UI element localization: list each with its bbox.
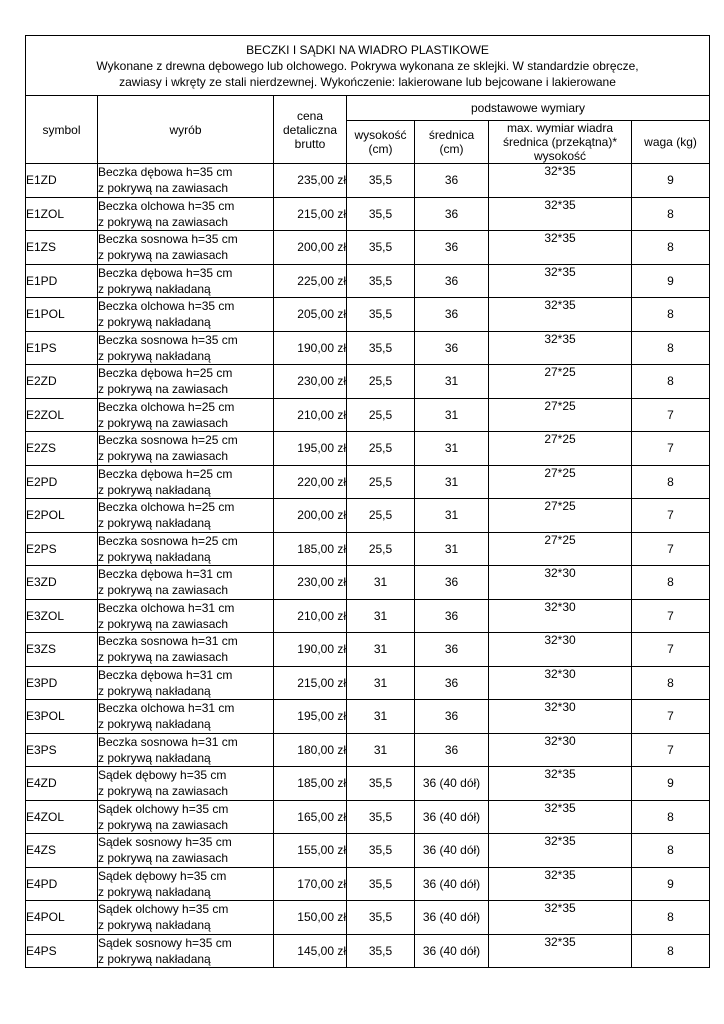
cell-symbol: E1POL (26, 298, 98, 332)
cell-symbol: E4POL (26, 901, 98, 935)
cell-diameter: 36 (415, 566, 489, 600)
table-row (26, 331, 710, 365)
cell-diameter: 31 (415, 532, 489, 566)
header-bucket-line-2: średnica (przekątna)* (502, 135, 618, 149)
cell-diameter: 31 (415, 499, 489, 533)
table-row (26, 599, 710, 633)
product-lid-type: z pokrywą na zawiasach (98, 248, 229, 262)
product-name: Beczka dębowa h=31 cm (98, 567, 233, 581)
cell-price: 235,00 zł (274, 164, 347, 198)
product-name: Beczka dębowa h=31 cm (98, 667, 233, 682)
cell-diameter: 36 (415, 599, 489, 633)
cell-product (98, 901, 274, 935)
cell-diameter: 36 (415, 298, 489, 332)
cell-bucket-size: 32*30 (489, 599, 632, 633)
cell-symbol: E1ZS (26, 231, 98, 265)
cell-price: 220,00 zł (274, 465, 347, 499)
cell-diameter: 36 (40 dół) (415, 800, 489, 834)
product-name: Beczka dębowa h=35 cm (98, 165, 233, 179)
cell-diameter: 31 (415, 465, 489, 499)
cell-product (98, 599, 274, 633)
cell-symbol: E3PS (26, 733, 98, 767)
product-lid-type: z pokrywą nakładaną (98, 951, 211, 966)
cell-weight: 8 (632, 231, 710, 265)
price-table (25, 35, 710, 968)
product-name: Beczka dębowa h=35 cm (98, 265, 233, 280)
product-lid-type: z pokrywą nakładaną (98, 683, 211, 698)
cell-diameter: 36 (40 dół) (415, 834, 489, 868)
table-row (26, 934, 710, 968)
product-lid-type: z pokrywą nakładaną (98, 281, 211, 296)
cell-weight: 9 (632, 767, 710, 801)
product-name: Beczka olchowa h=31 cm (98, 600, 235, 615)
cell-height: 35,5 (347, 197, 415, 231)
product-lid-type: z pokrywą nakładaną (98, 482, 211, 497)
header-bucket-size (489, 121, 632, 164)
table-row (26, 633, 710, 667)
cell-height: 35,5 (347, 867, 415, 901)
product-name: Sądek olchowy h=35 cm (98, 801, 229, 816)
cell-height: 35,5 (347, 164, 415, 198)
cell-weight: 8 (632, 365, 710, 399)
cell-bucket-size: 27*25 (489, 432, 632, 466)
cell-symbol: E4ZS (26, 834, 98, 868)
table-row (26, 365, 710, 399)
header-height (347, 121, 415, 164)
cell-weight: 9 (632, 867, 710, 901)
product-name: Beczka olchowa h=25 cm (98, 500, 235, 514)
cell-symbol: E3POL (26, 700, 98, 734)
cell-height: 35,5 (347, 331, 415, 365)
cell-product (98, 465, 274, 499)
cell-price: 210,00 zł (274, 398, 347, 432)
cell-height: 25,5 (347, 398, 415, 432)
table-row (26, 867, 710, 901)
cell-height: 31 (347, 633, 415, 667)
cell-height: 31 (347, 700, 415, 734)
cell-weight: 8 (632, 465, 710, 499)
cell-diameter: 36 (40 dół) (415, 901, 489, 935)
table-row (26, 733, 710, 767)
cell-product (98, 700, 274, 734)
header-bucket-line-3: wysokość (533, 149, 586, 163)
product-lid-type: z pokrywą nakładaną (98, 717, 211, 731)
cell-weight: 8 (632, 934, 710, 968)
product-lid-type: z pokrywą na zawiasach (98, 449, 229, 463)
product-name: Sądek sosnowy h=35 cm (98, 935, 232, 950)
cell-height: 35,5 (347, 934, 415, 968)
cell-bucket-size: 32*30 (489, 700, 632, 734)
cell-symbol: E3ZD (26, 566, 98, 600)
cell-bucket-size: 27*25 (489, 532, 632, 566)
table-row (26, 666, 710, 700)
cell-height: 25,5 (347, 499, 415, 533)
cell-diameter: 36 (415, 331, 489, 365)
cell-symbol: E4PD (26, 867, 98, 901)
cell-symbol: E4ZD (26, 767, 98, 801)
cell-product (98, 733, 274, 767)
table-row (26, 499, 710, 533)
cell-symbol: E1ZOL (26, 197, 98, 231)
cell-product (98, 331, 274, 365)
cell-price: 195,00 zł (274, 432, 347, 466)
header-price-line-1: cena (296, 108, 324, 123)
cell-product (98, 499, 274, 533)
cell-symbol: E2PD (26, 465, 98, 499)
cell-price: 170,00 zł (274, 867, 347, 901)
header-bucket-line-1: max. wymiar wiadra (506, 121, 614, 135)
product-lid-type: z pokrywą na zawiasach (98, 817, 229, 832)
cell-diameter: 36 (40 dół) (415, 867, 489, 901)
cell-height: 31 (347, 566, 415, 600)
cell-diameter: 36 (415, 666, 489, 700)
cell-price: 185,00 zł (274, 767, 347, 801)
table-row (26, 834, 710, 868)
cell-product (98, 934, 274, 968)
product-lid-type: z pokrywą na zawiasach (98, 382, 229, 396)
table-row (26, 465, 710, 499)
cell-weight: 8 (632, 298, 710, 332)
product-lid-type: z pokrywą nakładaną (98, 884, 211, 899)
cell-product (98, 432, 274, 466)
product-name: Beczka sosnowa h=31 cm (98, 734, 238, 749)
header-dimensions-group: podstawowe wymiary (347, 96, 710, 121)
cell-height: 25,5 (347, 432, 415, 466)
product-name: Beczka olchowa h=35 cm (98, 198, 235, 213)
product-lid-type: z pokrywą nakładaną (98, 750, 211, 765)
cell-diameter: 31 (415, 432, 489, 466)
cell-diameter: 36 (415, 700, 489, 734)
cell-bucket-size: 32*30 (489, 733, 632, 767)
product-name: Sądek sosnowy h=35 cm (98, 835, 232, 849)
cell-diameter: 31 (415, 365, 489, 399)
cell-weight: 7 (632, 398, 710, 432)
product-name: Beczka sosnowa h=25 cm (98, 433, 238, 447)
product-lid-type: z pokrywą na zawiasach (98, 851, 229, 865)
cell-price: 230,00 zł (274, 566, 347, 600)
cell-bucket-size: 27*25 (489, 398, 632, 432)
cell-height: 25,5 (347, 465, 415, 499)
cell-bucket-size: 32*35 (489, 867, 632, 901)
header-diameter-line-2: (cm) (439, 142, 464, 156)
cell-product (98, 164, 274, 198)
cell-price: 195,00 zł (274, 700, 347, 734)
product-name: Beczka dębowa h=25 cm (98, 466, 233, 481)
cell-product (98, 197, 274, 231)
cell-product (98, 867, 274, 901)
table-row (26, 566, 710, 600)
cell-price: 155,00 zł (274, 834, 347, 868)
table-row (26, 901, 710, 935)
header-product: wyrób (98, 96, 274, 164)
cell-weight: 9 (632, 264, 710, 298)
cell-bucket-size: 32*30 (489, 666, 632, 700)
product-lid-type: z pokrywą na zawiasach (98, 616, 229, 631)
cell-diameter: 36 (415, 264, 489, 298)
table-description-line-2: zawiasy i wkręty ze stali nierdzewnej. Wykończenie: lakierowane lub bejcowane i lakierowane (119, 74, 616, 89)
cell-diameter: 36 (40 dół) (415, 934, 489, 968)
product-name: Sądek dębowy h=35 cm (98, 768, 227, 782)
cell-weight: 7 (632, 532, 710, 566)
table-row (26, 298, 710, 332)
cell-price: 215,00 zł (274, 197, 347, 231)
header-price (274, 96, 347, 164)
cell-height: 35,5 (347, 264, 415, 298)
product-name: Sądek dębowy h=35 cm (98, 868, 227, 883)
cell-bucket-size: 32*30 (489, 566, 632, 600)
cell-weight: 7 (632, 733, 710, 767)
cell-price: 215,00 zł (274, 666, 347, 700)
cell-price: 150,00 zł (274, 901, 347, 935)
cell-weight: 8 (632, 331, 710, 365)
cell-product (98, 298, 274, 332)
cell-diameter: 36 (415, 197, 489, 231)
cell-symbol: E4PS (26, 934, 98, 968)
cell-weight: 7 (632, 633, 710, 667)
cell-bucket-size: 32*35 (489, 767, 632, 801)
header-diameter-line-1: średnica (428, 128, 475, 142)
product-lid-type: z pokrywą nakładaną (98, 516, 211, 530)
cell-price: 200,00 zł (274, 231, 347, 265)
cell-symbol: E1ZD (26, 164, 98, 198)
header-height-line-2: (cm) (368, 142, 393, 156)
cell-symbol: E2POL (26, 499, 98, 533)
cell-price: 180,00 zł (274, 733, 347, 767)
table-row (26, 767, 710, 801)
cell-bucket-size: 32*35 (489, 800, 632, 834)
cell-price: 205,00 zł (274, 298, 347, 332)
product-name: Beczka sosnowa h=35 cm (98, 332, 238, 347)
cell-price: 225,00 zł (274, 264, 347, 298)
table-row (26, 700, 710, 734)
header-diameter (415, 121, 489, 164)
cell-bucket-size: 32*35 (489, 298, 632, 332)
product-lid-type: z pokrywą na zawiasach (98, 181, 229, 195)
cell-weight: 8 (632, 800, 710, 834)
table-row (26, 532, 710, 566)
product-lid-type: z pokrywą na zawiasach (98, 415, 229, 430)
cell-price: 230,00 zł (274, 365, 347, 399)
cell-symbol: E2ZS (26, 432, 98, 466)
cell-bucket-size: 32*35 (489, 331, 632, 365)
cell-bucket-size: 27*25 (489, 365, 632, 399)
cell-weight: 7 (632, 499, 710, 533)
product-name: Beczka sosnowa h=25 cm (98, 533, 238, 548)
cell-product (98, 834, 274, 868)
cell-bucket-size: 32*35 (489, 197, 632, 231)
cell-height: 31 (347, 599, 415, 633)
cell-symbol: E1PD (26, 264, 98, 298)
cell-weight: 8 (632, 666, 710, 700)
cell-bucket-size: 32*35 (489, 934, 632, 968)
cell-symbol: E3ZS (26, 633, 98, 667)
cell-product (98, 566, 274, 600)
table-row (26, 264, 710, 298)
cell-symbol: E2ZD (26, 365, 98, 399)
cell-weight: 8 (632, 566, 710, 600)
product-lid-type: z pokrywą nakładaną (98, 315, 211, 329)
cell-price: 200,00 zł (274, 499, 347, 533)
cell-product (98, 767, 274, 801)
product-name: Beczka olchowa h=35 cm (98, 299, 235, 313)
cell-height: 35,5 (347, 767, 415, 801)
cell-height: 31 (347, 666, 415, 700)
cell-product (98, 800, 274, 834)
cell-height: 35,5 (347, 901, 415, 935)
cell-weight: 7 (632, 700, 710, 734)
product-lid-type: z pokrywą nakładaną (98, 918, 211, 932)
cell-weight: 8 (632, 834, 710, 868)
cell-price: 190,00 zł (274, 331, 347, 365)
cell-product (98, 633, 274, 667)
header-weight: waga (kg) (632, 121, 710, 164)
product-lid-type: z pokrywą na zawiasach (98, 583, 229, 597)
cell-height: 35,5 (347, 800, 415, 834)
cell-weight: 9 (632, 164, 710, 198)
cell-bucket-size: 32*30 (489, 633, 632, 667)
product-name: Beczka sosnowa h=31 cm (98, 634, 238, 648)
table-description-line-1: Wykonane z drewna dębowego lub olchowego. Pokrywa wykonana ze sklejki. W standardzie obręcze, (96, 58, 639, 73)
table-row (26, 432, 710, 466)
cell-symbol: E3PD (26, 666, 98, 700)
product-name: Beczka sosnowa h=35 cm (98, 232, 238, 246)
cell-diameter: 31 (415, 398, 489, 432)
cell-diameter: 36 (415, 633, 489, 667)
cell-height: 31 (347, 733, 415, 767)
cell-product (98, 365, 274, 399)
table-row (26, 197, 710, 231)
product-lid-type: z pokrywą na zawiasach (98, 784, 229, 798)
header-height-line-1: wysokość (354, 128, 407, 142)
cell-product (98, 398, 274, 432)
header-price-line-3: brutto (294, 136, 326, 151)
cell-price: 190,00 zł (274, 633, 347, 667)
cell-symbol: E4ZOL (26, 800, 98, 834)
product-lid-type: z pokrywą na zawiasach (98, 214, 229, 229)
cell-bucket-size: 32*35 (489, 901, 632, 935)
table-row (26, 398, 710, 432)
cell-product (98, 532, 274, 566)
cell-weight: 7 (632, 432, 710, 466)
cell-weight: 8 (632, 197, 710, 231)
product-name: Beczka olchowa h=25 cm (98, 399, 235, 414)
product-name: Beczka olchowa h=31 cm (98, 701, 235, 715)
product-lid-type: z pokrywą nakładaną (98, 348, 211, 363)
cell-price: 165,00 zł (274, 800, 347, 834)
cell-diameter: 36 (415, 733, 489, 767)
product-lid-type: z pokrywą nakładaną (98, 549, 211, 564)
cell-height: 35,5 (347, 298, 415, 332)
cell-height: 25,5 (347, 532, 415, 566)
header-price-line-2: detaliczna (282, 122, 338, 137)
table-row (26, 231, 710, 265)
cell-symbol: E3ZOL (26, 599, 98, 633)
cell-height: 35,5 (347, 231, 415, 265)
cell-diameter: 36 (415, 164, 489, 198)
cell-bucket-size: 32*35 (489, 164, 632, 198)
cell-product (98, 264, 274, 298)
cell-price: 185,00 zł (274, 532, 347, 566)
cell-symbol: E2PS (26, 532, 98, 566)
cell-diameter: 36 (40 dół) (415, 767, 489, 801)
cell-height: 25,5 (347, 365, 415, 399)
cell-weight: 8 (632, 901, 710, 935)
cell-height: 35,5 (347, 834, 415, 868)
cell-diameter: 36 (415, 231, 489, 265)
cell-price: 145,00 zł (274, 934, 347, 968)
cell-symbol: E1PS (26, 331, 98, 365)
cell-product (98, 666, 274, 700)
table-row (26, 800, 710, 834)
product-name: Sądek olchowy h=35 cm (98, 902, 229, 916)
cell-weight: 7 (632, 599, 710, 633)
cell-bucket-size: 32*35 (489, 231, 632, 265)
product-name: Beczka dębowa h=25 cm (98, 366, 233, 380)
cell-price: 210,00 zł (274, 599, 347, 633)
cell-symbol: E2ZOL (26, 398, 98, 432)
cell-bucket-size: 32*35 (489, 264, 632, 298)
header-symbol: symbol (26, 96, 98, 164)
table-row (26, 164, 710, 198)
cell-bucket-size: 32*35 (489, 834, 632, 868)
cell-bucket-size: 27*25 (489, 465, 632, 499)
table-title-cell (26, 36, 710, 96)
table-title: BECZKI I SĄDKI NA WIADRO PLASTIKOWE (246, 42, 489, 57)
cell-bucket-size: 27*25 (489, 499, 632, 533)
cell-product (98, 231, 274, 265)
product-lid-type: z pokrywą na zawiasach (98, 650, 229, 664)
